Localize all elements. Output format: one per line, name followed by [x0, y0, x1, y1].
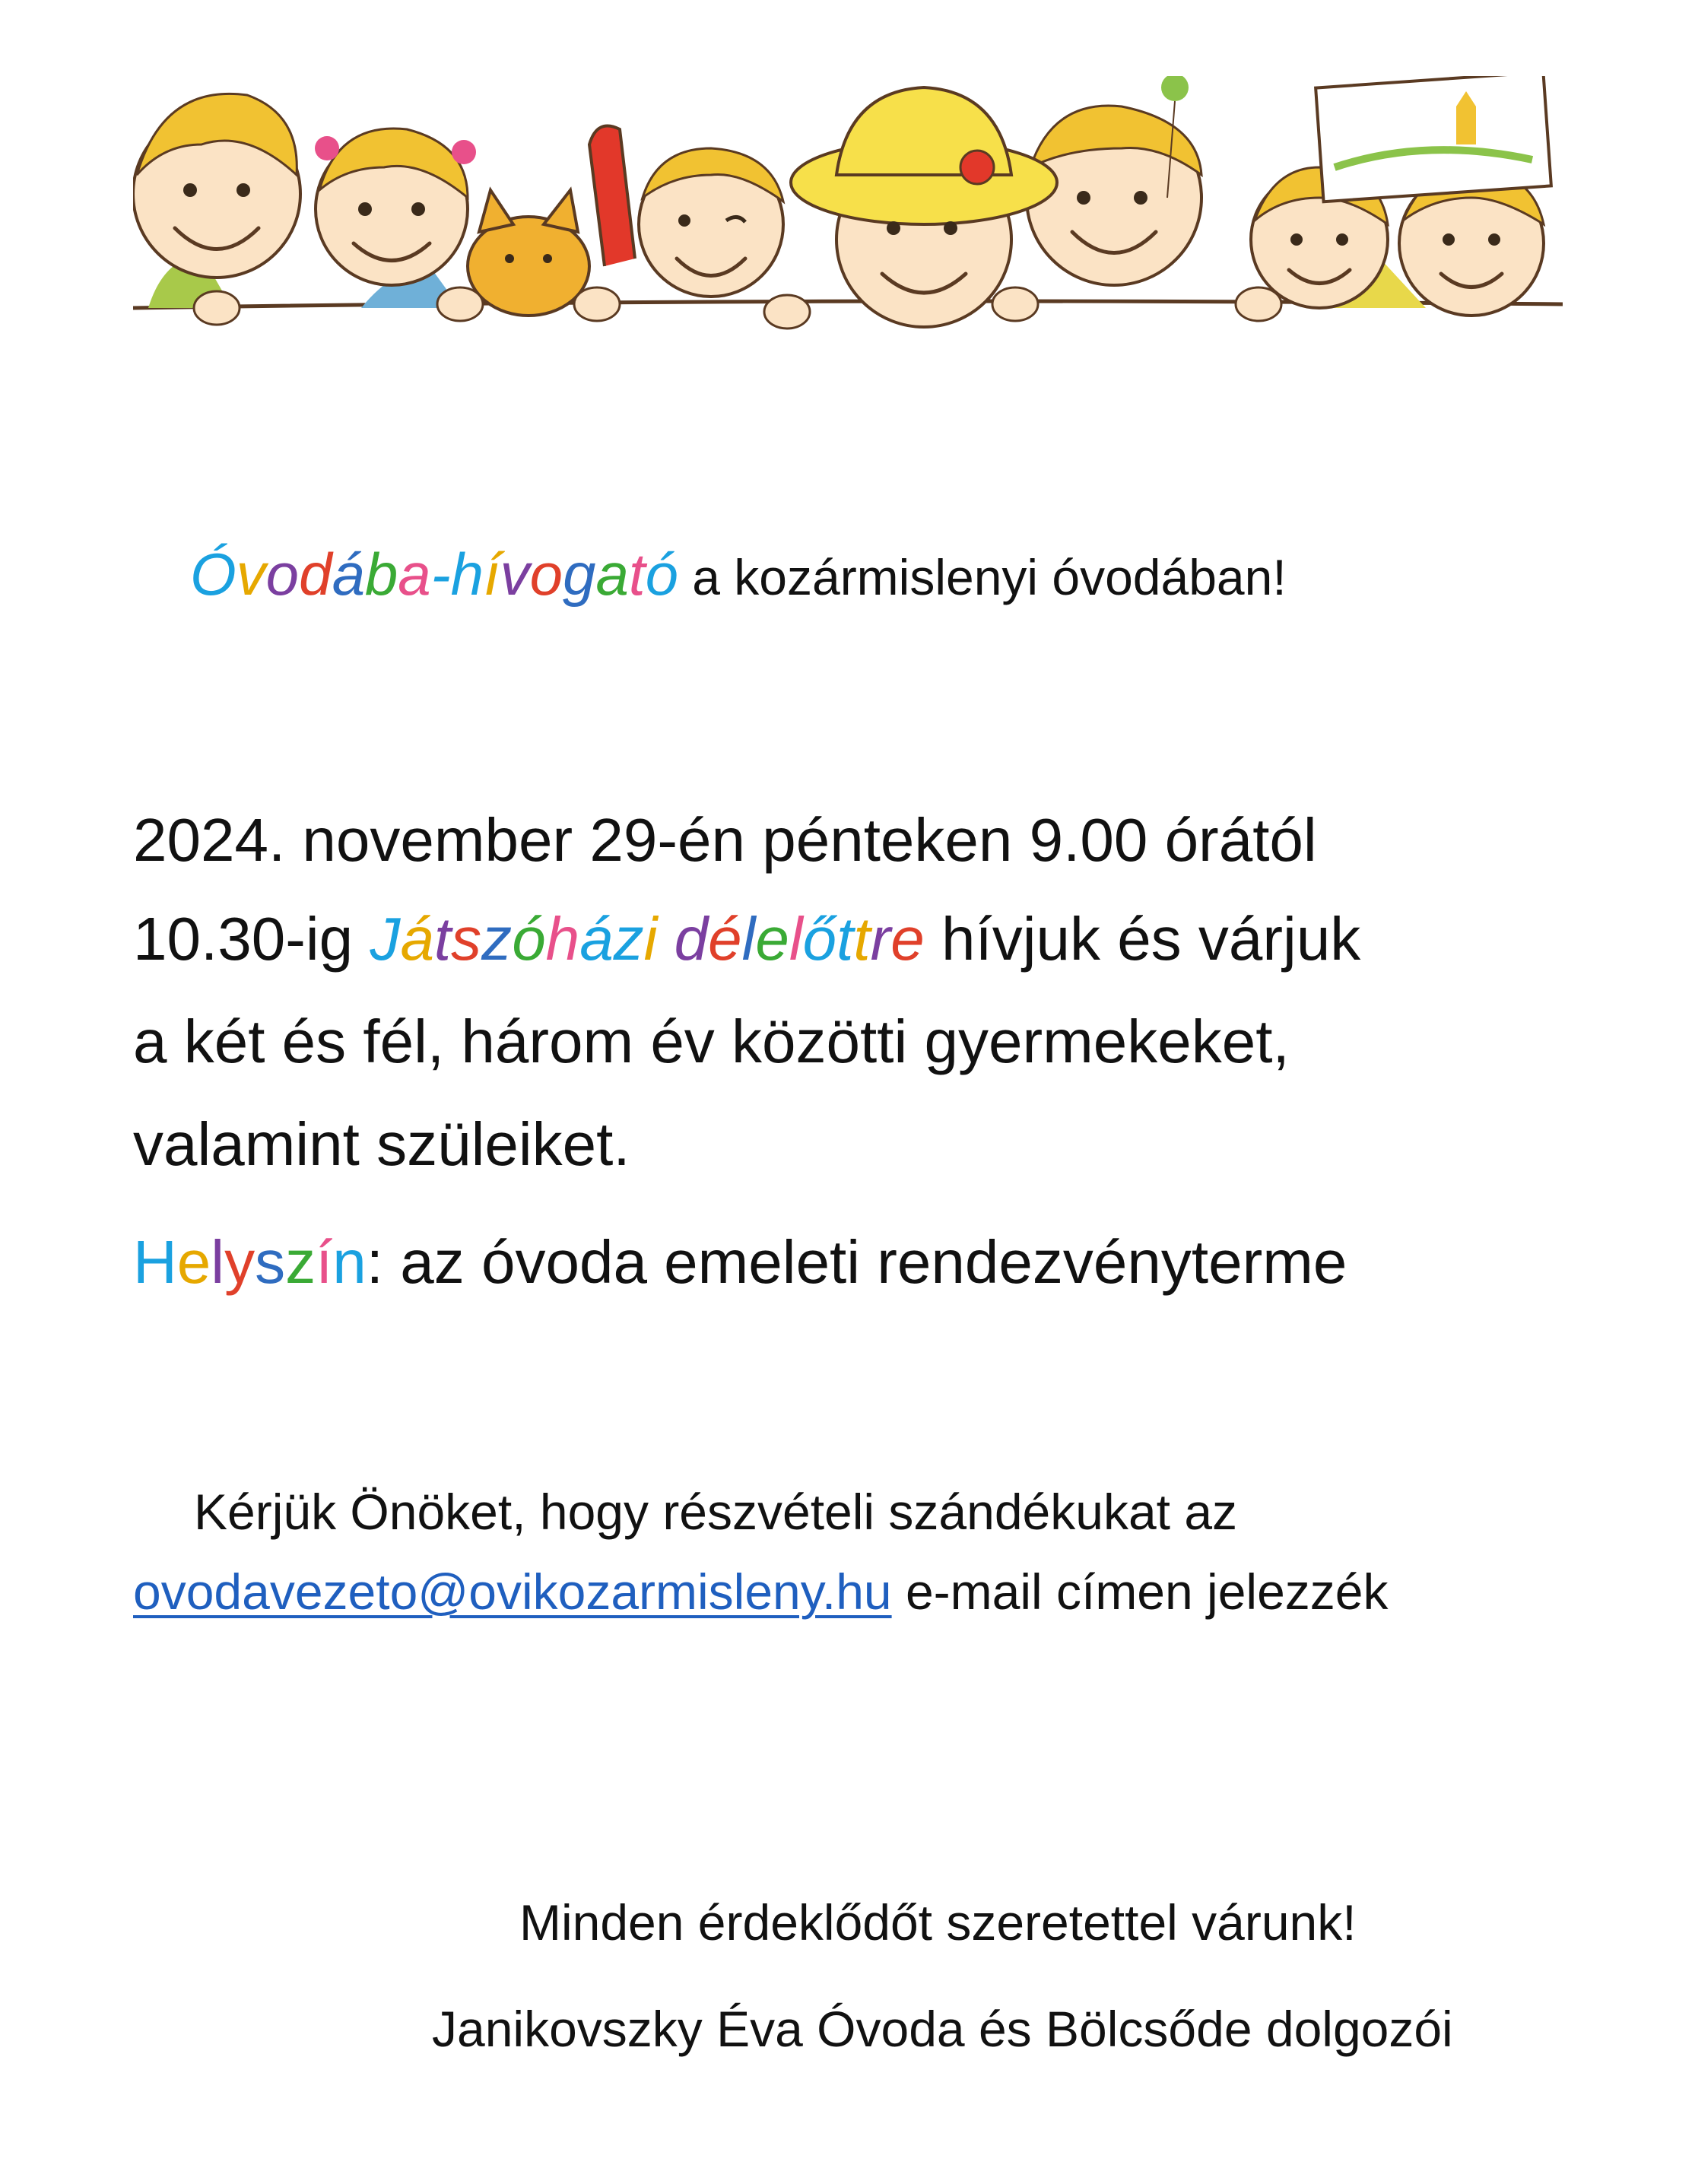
audience-parents-line: valamint szüleiket.: [133, 1110, 630, 1178]
location-line: [133, 1228, 1347, 1296]
yellow-hat-illustration: [791, 87, 1057, 224]
drawing-sign-illustration: [1316, 76, 1551, 202]
location-text: : az óvoda emeleti rendezvényterme: [366, 1228, 1347, 1296]
rsvp-email-suffix: e-mail címen jelezzék: [891, 1563, 1389, 1620]
rsvp-request-line: Kérjük Önöket, hogy részvételi szándékukat az: [194, 1484, 1238, 1540]
audience-line: a két és fél, három év közötti gyermekeket,: [133, 1008, 1290, 1075]
event-date-line: 2024. november 29-én pénteken 9.00 órától: [133, 806, 1317, 874]
event-time-line: [133, 905, 1361, 973]
rainbow-location-label: Helyszín: [133, 1228, 367, 1296]
closing-signature: Janikovszky Éva Óvoda és Bölcsőde dolgozói: [432, 2001, 1453, 2057]
rainbow-title-word: Óvodába-hívogató: [190, 541, 678, 608]
rainbow-event-name: Játszóházi délelőttre: [370, 905, 925, 973]
email-link[interactable]: ovodavezeto@ovikozarmisleny.hu: [133, 1563, 892, 1620]
children-banner-illustration: [133, 76, 1563, 357]
event-time-prefix: 10.30-ig: [133, 905, 370, 973]
title-rest: a kozármislenyi óvodában!: [678, 549, 1287, 605]
closing-greeting: Minden érdeklődőt szeretettel várunk!: [519, 1894, 1357, 1951]
event-time-suffix: hívjuk és várjuk: [924, 905, 1361, 973]
cat-illustration: [468, 190, 589, 316]
rsvp-email-line: [133, 1563, 1389, 1620]
invitation-title: [190, 540, 1287, 609]
